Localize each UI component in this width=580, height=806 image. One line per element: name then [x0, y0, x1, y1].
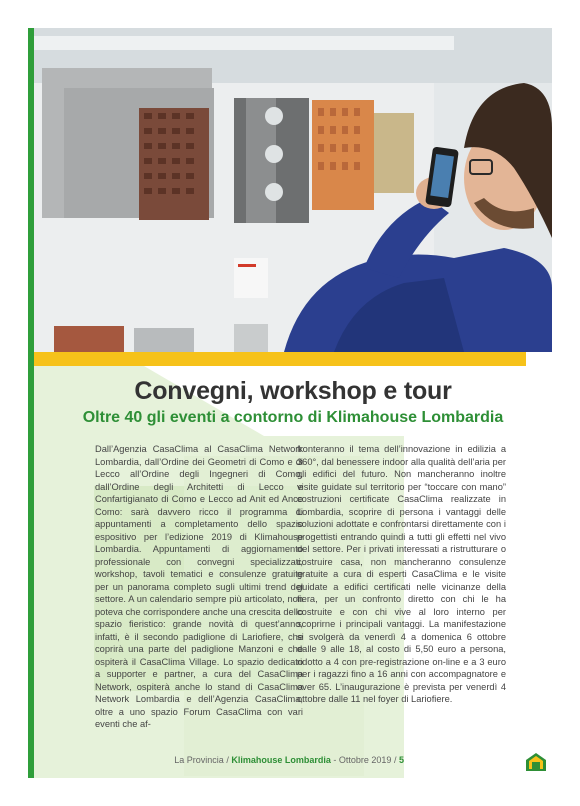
footer-publication: La Provincia: [174, 755, 224, 765]
page-number: 5: [398, 755, 404, 765]
footer-date: - Ottobre 2019: [333, 755, 392, 765]
page-footer: [174, 755, 404, 765]
article-subtitle: Oltre 40 gli eventi a contorno di Klimahouse Lombardia: [82, 409, 504, 426]
article-photo: [34, 28, 552, 352]
photo-visitor-smartphone-icon: [34, 28, 552, 352]
yellow-accent-bar: [34, 352, 526, 366]
footer-separator: /: [226, 755, 229, 765]
footer-brand: Klimahouse Lombardia: [231, 755, 331, 765]
article-column-right: fronteranno il tema dell’innovazione in edilizia a 360°, dal benessere indoor alla qualità dell’aria per gli edifici del futuro. Non mancheranno inoltre visite guidate sul territorio per “toccare con mano” costruzioni certificate CasaClima realizzate in Lombardia, scoprire di persona i vantaggi delle soluzioni adottate e confrontarsi direttamente con i progettisti entrando quindi a tutti gli effetti nel vivo del settore. Per i privati interessati a ristrutturare o costruire casa, non mancheranno consulenze gratuite a cura di esperti CasaClima e le visite guidate a edifici certificati nelle vicinanze della fiera, per un confronto diretto con chi le ha costruite e con chi vive al loro interno per scoprirne i principali vantaggi. La manifestazione si svolgerà da venerdì 4 a domenica 6 ottobre dalle 9 alle 18, al costo di 5,50 euro a persona, ridotto a 4 con pre-registrazione on-line e a 3 euro per i ragazzi fino a 16 anni con accompagnatore e over 65. L’inaugurazione è prevista per venerdì 4 ottobre dalle 11 nel foyer di Lariofiere.: [297, 444, 506, 704]
footer-separator-2: /: [393, 755, 397, 765]
article-title: Convegni, workshop e tour: [134, 377, 452, 405]
house-logo-icon: [526, 753, 546, 771]
article-column-left: Dall’Agenzia CasaClima al CasaClima Network Lombardia, dall’Ordine dei Geometri di Como e di Lecco all’Ordine degli Ingegneri di Como, dall’Ordine degli Architetti di Lecco e Confartigianato di Como e Lecco ad Anit ed Ance Como: sarà davvero ricco il programma di appuntamenti a completamento dello spazio espositivo per l’edizione 2019 di Klimahouse Lombardia. Appuntamenti di aggiornamento professionale con convegni specializzati, workshop, tavoli tematici e consulenze gratuite per un panorama completo sugli ultimi trend del settore. A un calendario sempre più articolato, non poteva che corrispondere anche una crescita dello spazio fieristico: grande novità di quest’anno, infatti, è il secondo padiglione di Lariofiere, che coprirà una parte del padiglione Manzoni e che ospiterà il CasaClima Village. Lo spazio dedicato a supporter e partner, a cura del CasaClima Network, ospiterà anche lo stand di CasaClima Network Lombardia e dell’Agenzia CasaClima, oltre a uno spazio Forum CasaClima con vari eventi che af-: [95, 444, 303, 729]
